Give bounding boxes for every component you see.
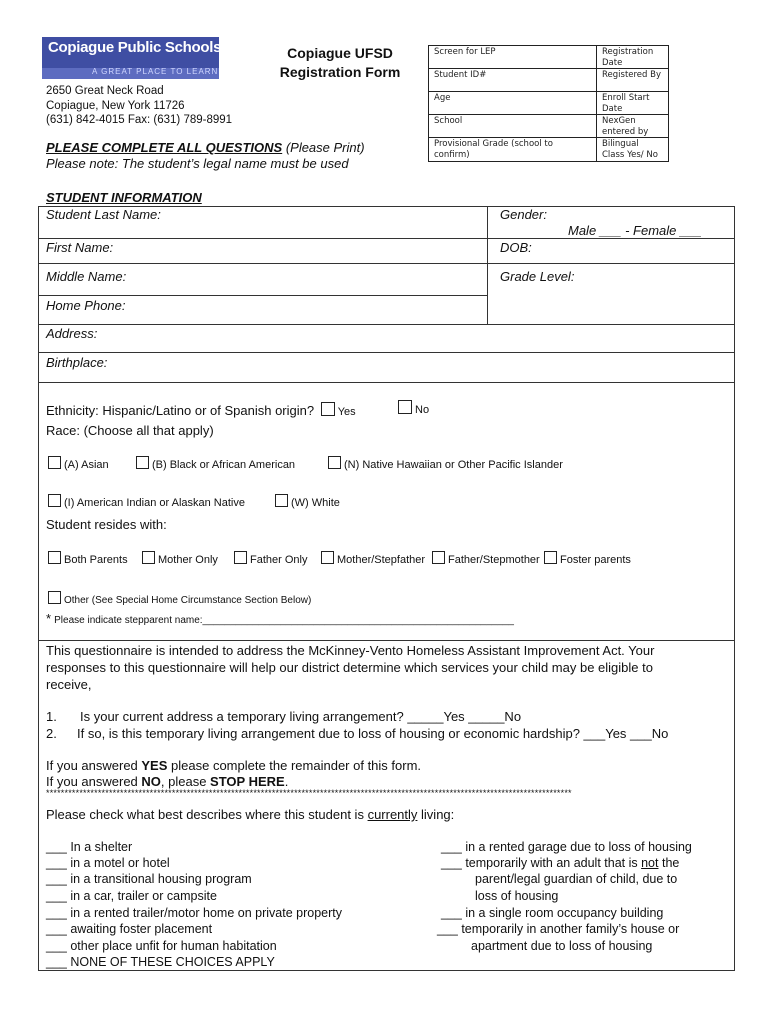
living-situation-prompt: Please check what best describes where this student is currently living: [46, 807, 455, 822]
separator-stars: ********************************************************************************************************************************************** [46, 788, 572, 798]
divider [38, 324, 735, 325]
first-name-field[interactable]: First Name: [46, 240, 114, 255]
home-phone-field[interactable]: Home Phone: [46, 298, 126, 313]
office-field: Provisional Grade (school to confirm) [428, 137, 596, 161]
checkbox-icon[interactable] [432, 551, 445, 564]
checkbox-icon[interactable] [328, 456, 341, 469]
last-name-field[interactable]: Student Last Name: [46, 207, 161, 222]
living-option-with-adult-3: loss of housing [475, 889, 559, 903]
checkbox-icon[interactable] [544, 551, 557, 564]
living-option-trailer[interactable]: ___ in a rented trailer/motor home on private property [46, 906, 342, 920]
living-option-unfit[interactable]: ___ other place unfit for human habitation [46, 939, 277, 953]
living-option-transitional[interactable]: ___ in a transitional housing program [46, 872, 252, 886]
mckinney-intro-3: receive, [46, 677, 92, 692]
resides-foster-parents[interactable]: Foster parents [544, 551, 631, 566]
question-2-number: 2. [46, 726, 57, 741]
living-option-another-family[interactable]: ___ temporarily in another family’s house or [437, 922, 680, 936]
race-option-black[interactable]: (B) Black or African American [136, 456, 295, 471]
checkbox-icon[interactable] [142, 551, 155, 564]
office-field: Enroll Start Date [596, 91, 668, 114]
resides-both-parents[interactable]: Both Parents [48, 551, 128, 566]
mckinney-intro-1: This questionnaire is intended to address the McKinney-Vento Homeless Assistant Improvement Act. Your [46, 643, 655, 658]
resides-father-stepmother[interactable]: Father/Stepmother [432, 551, 540, 566]
living-option-foster[interactable]: ___ awaiting foster placement [46, 922, 213, 936]
title-line-2: Registration Form [279, 64, 401, 80]
ethnicity-question: Ethnicity: Hispanic/Latino or of Spanish origin? Yes [46, 403, 356, 418]
race-option-white[interactable]: (W) White [275, 494, 340, 509]
checkbox-icon[interactable] [275, 494, 288, 507]
office-field: Registered By [596, 68, 668, 91]
office-use-box [428, 45, 669, 162]
student-info-heading: STUDENT INFORMATION [46, 190, 202, 205]
race-option-pacific[interactable]: (N) Native Hawaiian or Other Pacific Islander [328, 456, 563, 471]
logo-text: Copiague Public Schools [48, 39, 222, 56]
office-field: Student ID# [428, 68, 596, 91]
living-option-with-adult[interactable]: ___ temporarily with an adult that is not the [441, 856, 680, 870]
question-2[interactable]: If so, is this temporary living arrangement due to loss of housing or economic hardship? ___Yes ___No [77, 726, 669, 741]
form-title [270, 44, 410, 82]
address-field[interactable]: Address: [46, 326, 98, 341]
instructions [46, 140, 365, 172]
address-line-3: (631) 842-4015 Fax: (631) 789-8991 [46, 114, 233, 126]
divider [38, 352, 735, 353]
question-1[interactable]: Is your current address a temporary living arrangement? _____Yes _____No [80, 709, 522, 724]
living-option-with-adult-2: parent/legal guardian of child, due to [475, 872, 678, 886]
living-option-car[interactable]: ___ in a car, trailer or campsite [46, 889, 217, 903]
yes-instruction: If you answered YES please complete the remainder of this form. [46, 758, 422, 773]
office-field: School [428, 114, 596, 137]
divider [38, 640, 735, 641]
logo-tagline: A GREAT PLACE TO LEARN [92, 67, 219, 76]
school-logo [42, 37, 222, 79]
checkbox-icon[interactable] [234, 551, 247, 564]
race-option-asian[interactable]: (A) Asian [48, 456, 109, 471]
mckinney-intro-2: responses to this questionnaire will help our district determine which services your child may be eligible to [46, 660, 653, 675]
divider [38, 238, 735, 239]
resides-father-only[interactable]: Father Only [234, 551, 307, 566]
living-option-none[interactable]: ___ NONE OF THESE CHOICES APPLY [46, 955, 275, 969]
checkbox-icon[interactable] [321, 551, 334, 564]
middle-name-field[interactable]: Middle Name: [46, 269, 127, 284]
ethnicity-no-checkbox[interactable] [398, 400, 412, 414]
race-label: Race: (Choose all that apply) [46, 423, 214, 438]
resides-mother-stepfather[interactable]: Mother/Stepfather [321, 551, 425, 566]
ethnicity-no-option [398, 400, 429, 416]
living-option-another-family-2: apartment due to loss of housing [471, 939, 653, 953]
checkbox-icon[interactable] [48, 591, 61, 604]
gender-label: Gender: [500, 207, 547, 222]
grade-level-field[interactable]: Grade Level: [500, 269, 575, 284]
column-divider [487, 206, 488, 324]
checkbox-icon[interactable] [48, 551, 61, 564]
question-1-number: 1. [46, 709, 57, 724]
ethnicity-yes-checkbox[interactable] [321, 402, 335, 416]
office-field: Age [428, 91, 596, 114]
divider [38, 263, 735, 264]
resides-with-label: Student resides with: [46, 517, 167, 532]
living-option-shelter[interactable]: ___ In a shelter [46, 840, 133, 854]
form-border-left [38, 206, 39, 970]
stepparent-field[interactable]: * Please indicate stepparent name:________________________________________________________ [46, 611, 514, 626]
living-option-garage[interactable]: ___ in a rented garage due to loss of housing [441, 840, 692, 854]
checkbox-icon[interactable] [48, 456, 61, 469]
divider [38, 295, 487, 296]
ethnicity-yes-label: Yes [337, 406, 356, 418]
no-instruction: If you answered NO, please STOP HERE. [46, 774, 289, 789]
office-field: Bilingual Class Yes/ No [596, 137, 668, 161]
divider [38, 382, 735, 383]
office-field: Screen for LEP [428, 45, 596, 68]
address-line-1: 2650 Great Neck Road [46, 85, 164, 97]
race-option-native-american[interactable]: (I) American Indian or Alaskan Native [48, 494, 245, 509]
living-option-single-room[interactable]: ___ in a single room occupancy building [441, 906, 664, 920]
living-option-motel[interactable]: ___ in a motel or hotel [46, 856, 170, 870]
office-field: NexGen entered by [596, 114, 668, 137]
birthplace-field[interactable]: Birthplace: [46, 355, 108, 370]
dob-field[interactable]: DOB: [500, 240, 532, 255]
instructions-rest: (Please Print) [282, 140, 365, 155]
legal-name-note: Please note: The student’s legal name must be used [46, 156, 349, 171]
school-address [46, 84, 232, 128]
checkbox-icon[interactable] [136, 456, 149, 469]
divider [38, 970, 735, 971]
resides-other[interactable]: Other (See Special Home Circumstance Section Below) [48, 591, 311, 606]
office-field: Registration Date [596, 45, 668, 68]
form-border-right [734, 206, 735, 970]
title-line-1: Copiague UFSD [287, 45, 393, 61]
address-line-2: Copiague, New York 11726 [46, 99, 185, 112]
ethnicity-no-label: No [415, 404, 430, 416]
gender-choice[interactable]: Male ___ - Female ___ [568, 223, 702, 238]
resides-mother-only[interactable]: Mother Only [142, 551, 218, 566]
checkbox-icon[interactable] [48, 494, 61, 507]
instructions-bold: PLEASE COMPLETE ALL QUESTIONS [46, 140, 283, 155]
